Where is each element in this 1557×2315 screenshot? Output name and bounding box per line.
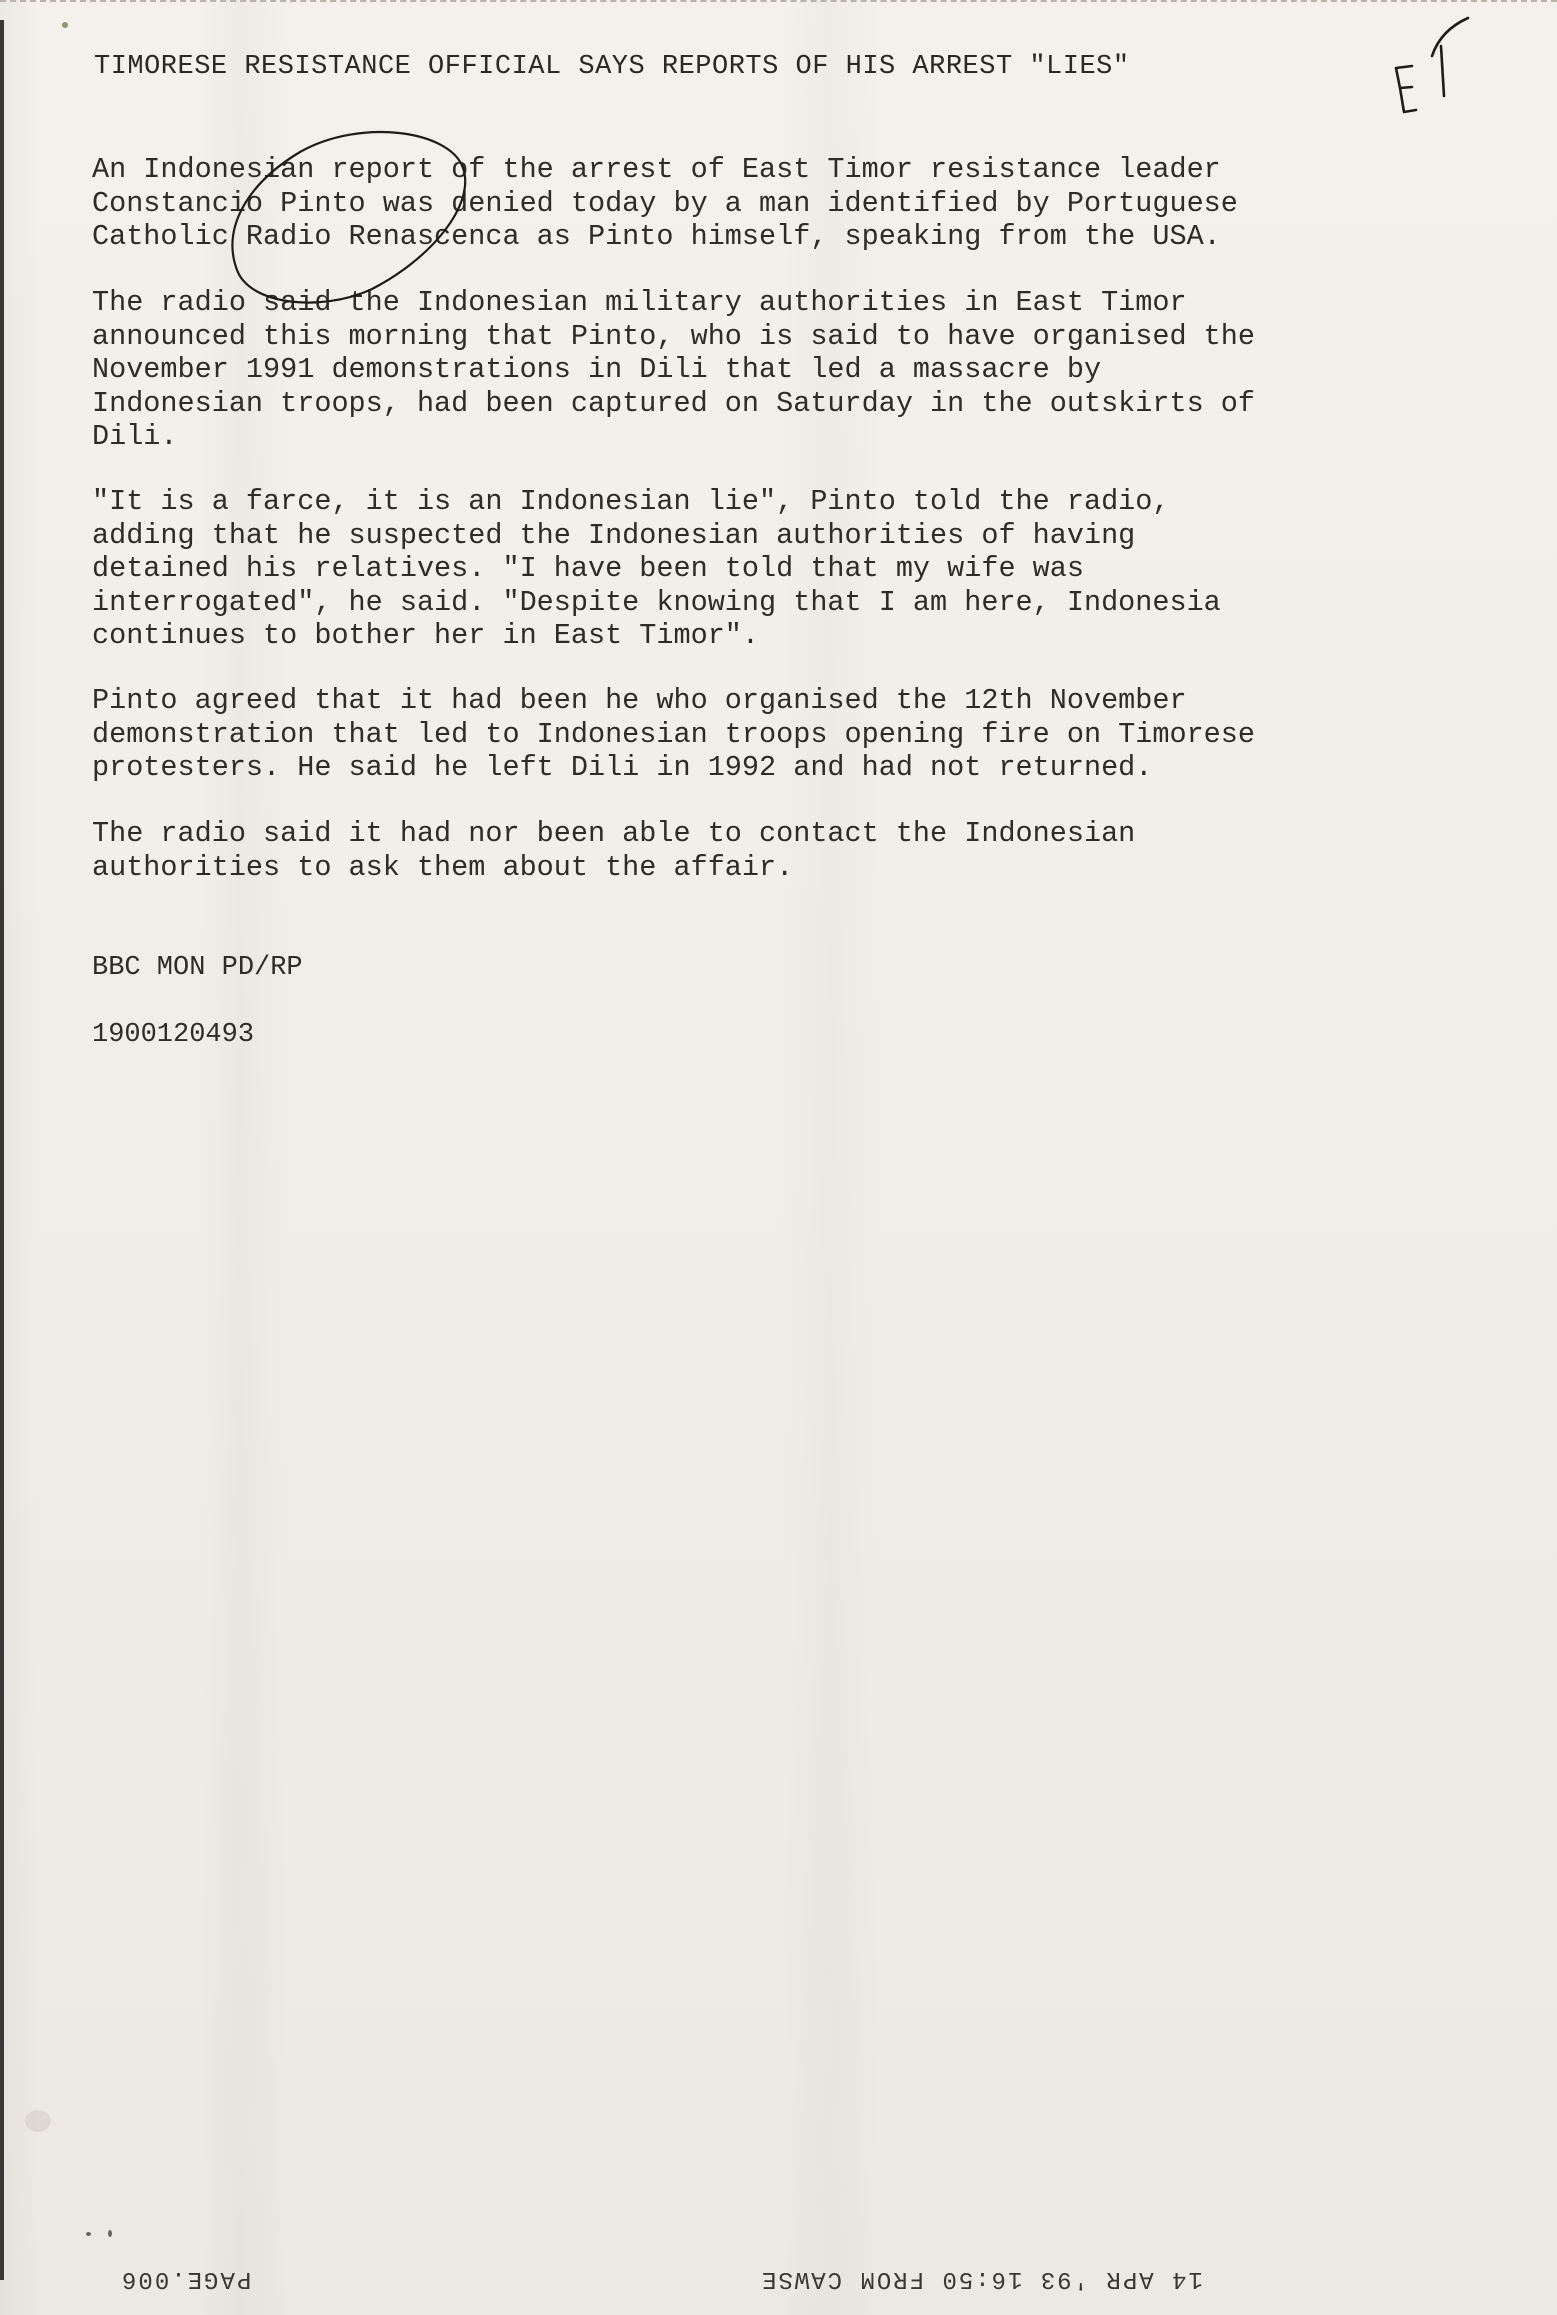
paper-speck — [62, 22, 68, 28]
fax-transmission-header: 14 APR '93 16:50 FROM CAWSE — [760, 2265, 1203, 2292]
fax-page-number: PAGE.006 — [120, 2265, 252, 2292]
paragraph-1: An Indonesian report of the arrest of East Timor resistance leader Constancio Pinto was denied today by a man identified by Portuguese Catholic Radio Renascenca as Pinto himself, speaking from the USA. — [92, 153, 1238, 253]
paragraph-4: Pinto agreed that it had been he who organised the 12th November demonstration that led to Indonesian troops opening fire on Timorese protesters. He said he left Dili in 1992 and had not returned. — [92, 684, 1255, 784]
paragraph-2: The radio said the Indonesian military authorities in East Timor announced this morning that Pinto, who is said to have organised the November 1991 demonstrations in Dili that led a massacre by Indonesian troops, had been captured on Saturday in the outskirts of Dili. — [92, 286, 1255, 453]
handwritten-initials — [1396, 18, 1468, 112]
paragraph-3: "It is a farce, it is an Indonesian lie", Pinto told the radio, adding that he suspected the Indonesian authorities of having detained his relatives. "I have been told that my wife was interrogated", he said. "Despite knowing that I am here, Indonesia continues to bother her in East Timor". — [92, 485, 1221, 652]
document-headline: TIMORESE RESISTANCE OFFICIAL SAYS REPORTS OF HIS ARREST "LIES" — [94, 52, 1130, 82]
paper-speck — [25, 2110, 51, 2132]
source-line: BBC MON PD/RP — [92, 953, 303, 983]
paragraph-5: The radio said it had nor been able to contact the Indonesian authorities to ask them about the affair. — [92, 817, 1136, 884]
paper-speck — [108, 2230, 112, 2237]
reference-number: 1900120493 — [92, 1020, 255, 1050]
paper-speck — [86, 2232, 91, 2236]
perforation-edge — [0, 0, 1557, 2]
left-margin-rule — [0, 20, 4, 2280]
